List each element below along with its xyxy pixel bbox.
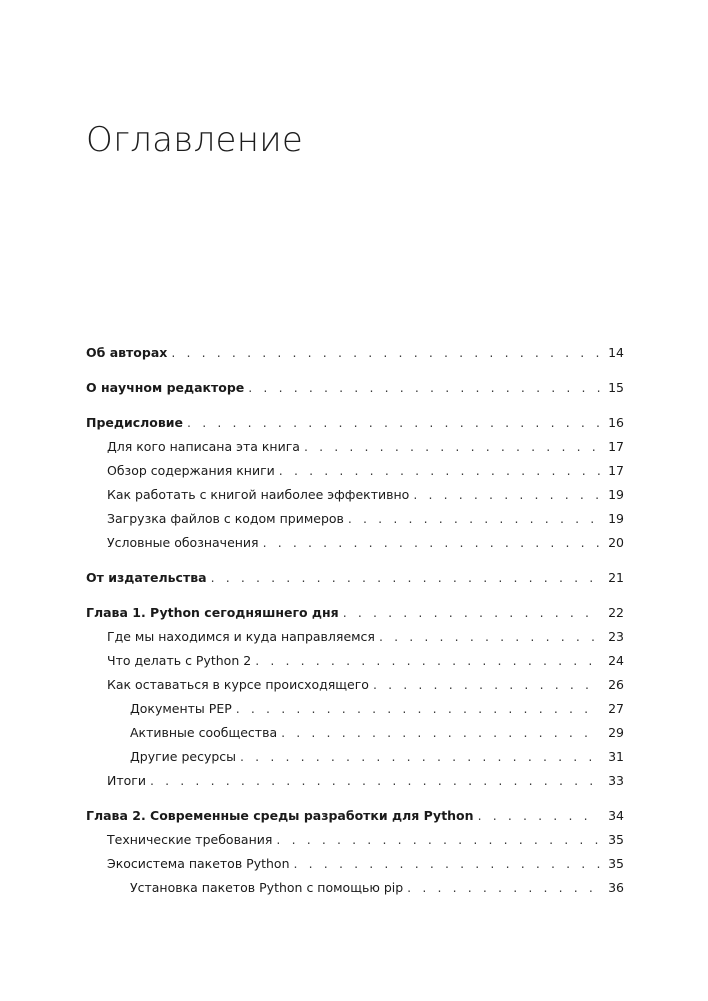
toc-entry[interactable] (86, 625, 624, 649)
dot-leader (413, 483, 600, 507)
dot-leader (294, 852, 600, 876)
toc-entry[interactable] (86, 673, 624, 697)
toc-page-number: 24 (608, 653, 624, 668)
toc-page-number: 22 (608, 605, 624, 620)
toc-entry-title: Условные обозначения (107, 535, 259, 550)
toc-entry-title: Глава 2. Современные среды разработки для Python (86, 808, 474, 823)
toc-page-number: 21 (608, 570, 624, 585)
dot-leader (171, 341, 600, 365)
toc-entry[interactable] (86, 531, 624, 555)
toc-page-number: 36 (608, 880, 624, 895)
dot-leader (281, 721, 600, 745)
toc-entry[interactable] (86, 697, 624, 721)
dot-leader (279, 459, 600, 483)
toc-entry[interactable] (86, 804, 624, 828)
dot-leader (343, 601, 600, 625)
toc-entry-title: Установка пакетов Python с помощью pip (130, 880, 404, 895)
toc-entry-title: Экосистема пакетов Python (107, 856, 290, 871)
page-title: Оглавление (86, 120, 304, 160)
table-of-contents (86, 341, 624, 900)
toc-page-number: 15 (608, 380, 624, 395)
dot-leader (348, 507, 600, 531)
toc-entry-title: Загрузка файлов с кодом примеров (107, 511, 344, 526)
dot-leader (150, 769, 600, 793)
toc-entry[interactable] (86, 721, 624, 745)
toc-entry-title: Как работать с книгой наиболее эффективно (107, 487, 410, 502)
dot-leader (373, 673, 600, 697)
dot-leader (236, 697, 600, 721)
toc-entry-title: Что делать с Python 2 (107, 653, 252, 668)
toc-page-number: 14 (608, 345, 624, 360)
toc-page-number: 16 (608, 415, 624, 430)
toc-entry-title: Где мы находимся и куда направляемся (107, 629, 375, 644)
dot-leader (379, 625, 600, 649)
toc-page-number: 19 (608, 511, 624, 526)
toc-entry[interactable] (86, 876, 624, 900)
toc-entry-title: От издательства (86, 570, 207, 585)
dot-leader (240, 745, 600, 769)
dot-leader (248, 376, 600, 400)
toc-entry[interactable] (86, 566, 624, 590)
dot-leader (263, 531, 600, 555)
toc-page-number: 23 (608, 629, 624, 644)
toc-entry-title: Об авторах (86, 345, 168, 360)
toc-page-number: 27 (608, 701, 624, 716)
toc-entry-title: Документы PEP (130, 701, 232, 716)
toc-entry[interactable] (86, 649, 624, 673)
toc-entry[interactable] (86, 601, 624, 625)
dot-leader (276, 828, 600, 852)
toc-entry-title: Для кого написана эта книга (107, 439, 300, 454)
toc-entry[interactable] (86, 769, 624, 793)
toc-entry-title: Как оставаться в курсе происходящего (107, 677, 369, 692)
toc-entry-title: Итоги (107, 773, 146, 788)
dot-leader (407, 876, 600, 900)
dot-leader (478, 804, 600, 828)
dot-leader (304, 435, 600, 459)
toc-page-number: 34 (608, 808, 624, 823)
toc-entry[interactable] (86, 341, 624, 365)
dot-leader (211, 566, 600, 590)
toc-entry-title: Активные сообщества (130, 725, 278, 740)
toc-page-number: 35 (608, 832, 624, 847)
toc-page-number: 26 (608, 677, 624, 692)
toc-page-number: 17 (608, 439, 624, 454)
toc-entry-title: Технические требования (107, 832, 273, 847)
toc-entry-title: Глава 1. Python сегодняшнего дня (86, 605, 339, 620)
toc-entry[interactable] (86, 483, 624, 507)
toc-page-number: 35 (608, 856, 624, 871)
dot-leader (187, 411, 600, 435)
toc-entry-title: Обзор содержания книги (107, 463, 275, 478)
toc-entry[interactable] (86, 745, 624, 769)
toc-page-number: 17 (608, 463, 624, 478)
toc-entry[interactable] (86, 852, 624, 876)
toc-page-number: 19 (608, 487, 624, 502)
toc-page-number: 33 (608, 773, 624, 788)
toc-entry-title: О научном редакторе (86, 380, 245, 395)
dot-leader (255, 649, 600, 673)
toc-entry[interactable] (86, 376, 624, 400)
toc-entry[interactable] (86, 459, 624, 483)
toc-page-number: 20 (608, 535, 624, 550)
toc-entry[interactable] (86, 828, 624, 852)
toc-entry-title: Другие ресурсы (130, 749, 237, 764)
toc-page-number: 29 (608, 725, 624, 740)
toc-entry[interactable] (86, 507, 624, 531)
toc-entry[interactable] (86, 411, 624, 435)
toc-entry[interactable] (86, 435, 624, 459)
toc-entry-title: Предисловие (86, 415, 184, 430)
toc-page-number: 31 (608, 749, 624, 764)
